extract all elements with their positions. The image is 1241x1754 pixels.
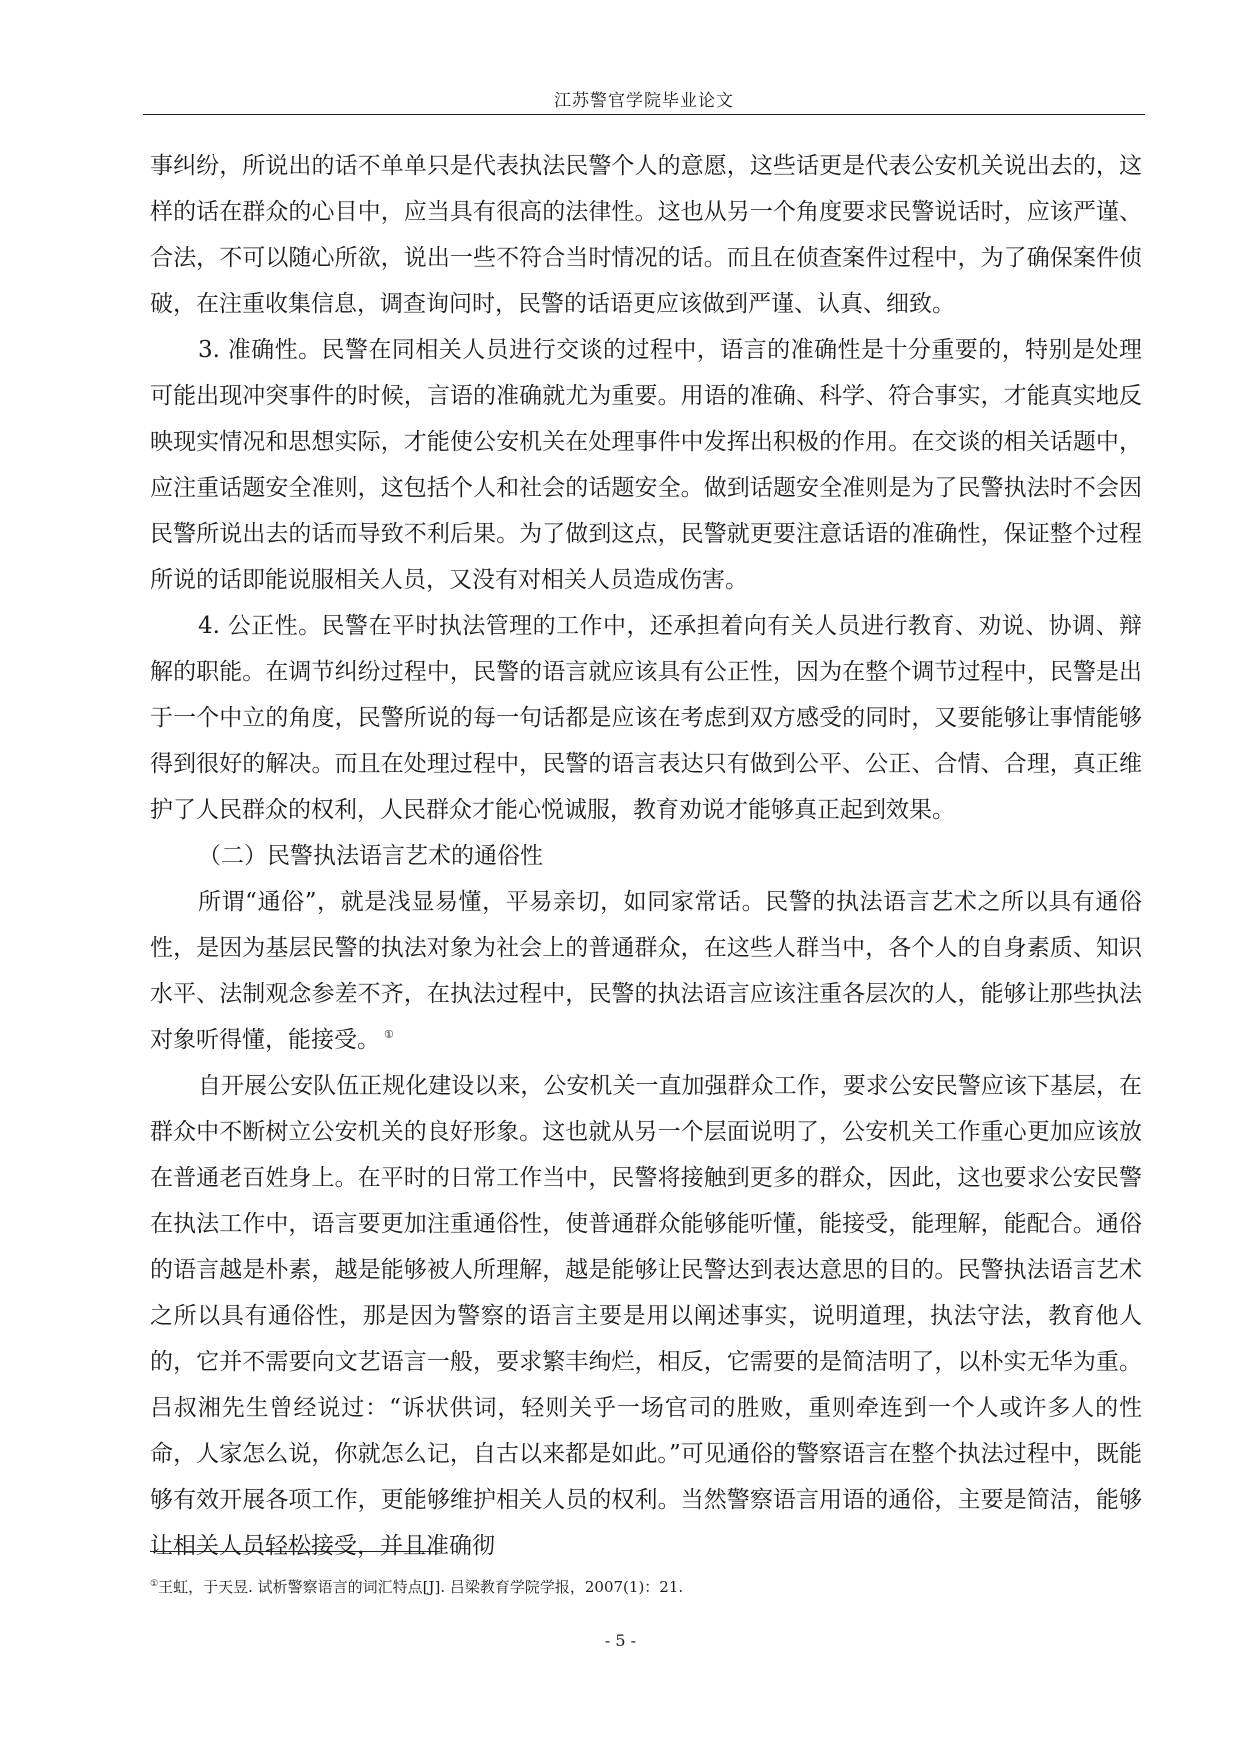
paragraph-accuracy: 3. 准确性。民警在同相关人员进行交谈的过程中，语言的准确性是十分重要的，特别是处理可能出现冲突事件的时候，言语的准确就尤为重要。用语的准确、科学、符合事实，才能真实地反映现实情况和思想实际，才能使公安机关在处理事件中发挥出积极的作用。在交谈的相关话题中，应注重话题安全准则，这包括个人和社会的话题安全。做到话题安全准则是为了民警执法时不会因民警所说出去的话而导致不利后果。为了做到这点，民警就更要注意话语的准确性，保证整个过程所说的话即能说服相关人员，又没有对相关人员造成伤害。 xyxy=(150,337,1142,593)
footnote-mark: ① xyxy=(150,1579,159,1589)
paragraph-popularity-definition xyxy=(150,879,1142,1063)
page-number: - 5 - xyxy=(604,1631,637,1650)
body-text xyxy=(150,143,1142,1569)
paragraph-popularity-text: 所谓“通俗”，就是浅显易懂，平易亲切，如同家常话。民警的执法语言艺术之所以具有通俗性，是因为基层民警的执法对象为社会上的普通群众，在这些人群当中，各个人的自身素质、知识水平、法制观念参差不齐，在执法过程中，民警的执法语言应该注重各层次的人，能够让那些执法对象听得懂，能接受。 xyxy=(150,889,1142,1053)
paragraph-fairness: 4. 公正性。民警在平时执法管理的工作中，还承担着向有关人员进行教育、劝说、协调、辩解的职能。在调节纠纷过程中，民警的语言就应该具有公正性，因为在整个调节过程中，民警是出于一个中立的角度，民警所说的每一句话都是应该在考虑到双方感受的同时，又要能够让事情能够得到很好的解决。而且在处理过程中，民警的语言表达只有做到公平、公正、合情、合理，真正维护了人民群众的权利，人民群众才能心悦诚服，教育劝说才能够真正起到效果。 xyxy=(150,613,1142,823)
paragraph-popularity-reason: 自开展公安队伍正规化建设以来，公安机关一直加强群众工作，要求公安民警应该下基层，在群众中不断树立公安机关的良好形象。这也就从另一个层面说明了，公安机关工作重心更加应该放在普通老百姓身上。在平时的日常工作当中，民警将接触到更多的群众，因此，这也要求公安民警在执法工作中，语言要更加注重通俗性，使普通群众能够能听懂，能接受，能理解，能配合。通俗的语言越是朴素，越是能够被人所理解，越是能够让民警达到表达意思的目的。民警执法语言艺术之所以具有通俗性，那是因为警察的语言主要是用以阐述事实，说明道理，执法守法，教育他人的，它并不需要向文艺语言一般，要求繁丰绚烂，相反，它需要的是简洁明了，以朴实无华为重。吕叔湘先生曾经说过：“诉状供词，轻则关乎一场官司的胜败，重则牵连到一个人或许多人的性命，人家怎么说，你就怎么记，自古以来都是如此。”可见通俗的警察语言在整个执法过程中，既能够有效开展各项工作，更能够维护相关人员的权利。当然警察语言用语的通俗，主要是简洁，能够让相关人员轻松接受，并且准确彻 xyxy=(150,1073,1142,1559)
header-rule xyxy=(143,114,1145,115)
section-heading: （二）民警执法语言艺术的通俗性 xyxy=(198,843,543,869)
footnote xyxy=(150,1573,1142,1598)
footnote-rule xyxy=(150,1551,440,1552)
paragraph-continuation: 事纠纷，所说出的话不单单只是代表执法民警个人的意愿，这些话更是代表公安机关说出去的，这样的话在群众的心目中，应当具有很高的法律性。这也从另一个角度要求民警说话时，应该严谨、合法，不可以随心所欲，说出一些不符合当时情况的话。而且在侦查案件过程中，为了确保案件侦破，在注重收集信息，调查询问时，民警的话语更应该做到严谨、认真、细致。 xyxy=(150,153,1142,317)
footnote-reference-mark: ① xyxy=(384,1028,394,1042)
running-header: 江苏警官学院毕业论文 xyxy=(554,91,734,111)
footnote-text: 王虹，于天昱. 试析警察语言的词汇特点[J]. 吕梁教育学院学报，2007(1)：21. xyxy=(158,1578,684,1596)
